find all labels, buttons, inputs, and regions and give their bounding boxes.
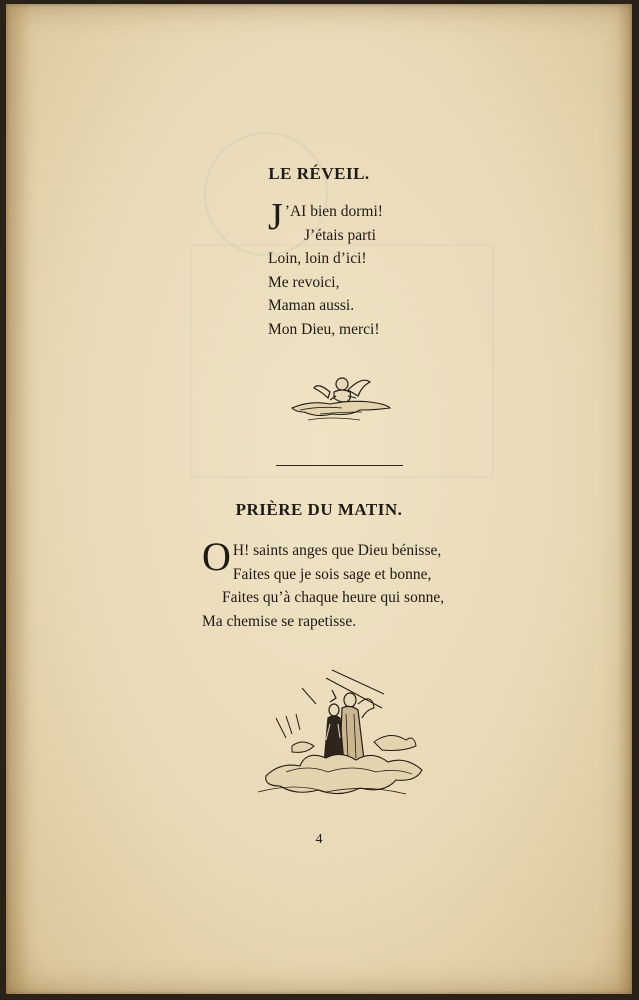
praying-child-with-angel-icon [256,664,428,804]
poem-title-priere-du-matin: PRIÈRE DU MATIN. [235,500,403,519]
poem-line: Loin, loin d’ici! [268,250,367,267]
drop-cap: O [202,534,231,579]
cherub-on-cloud-icon [290,370,394,428]
poem-line: Ma chemise se rapetisse. [202,612,357,630]
page-number: 4 [315,832,323,847]
poem-line: ’AI bien dormi! [284,203,383,220]
poem-title-le-reveil: LE RÉVEIL. [268,164,370,183]
poem-line: Me revoici, [268,273,340,291]
poem-line: H! saints anges que Dieu bénisse, [232,542,442,559]
book-page [6,4,632,994]
poem-line: Faites qu’à chaque heure qui sonne, [222,589,445,606]
poem-le-reveil [268,196,468,341]
poem-line: Maman aussi. [268,297,355,314]
poem-priere-du-matin [202,534,502,633]
section-divider [276,465,403,466]
poem-line: Mon Dieu, merci! [268,320,380,338]
poem-line: J’étais parti [304,226,376,244]
poem-line: Faites que je sois sage et bonne, [232,565,432,583]
drop-cap: J [268,196,283,238]
